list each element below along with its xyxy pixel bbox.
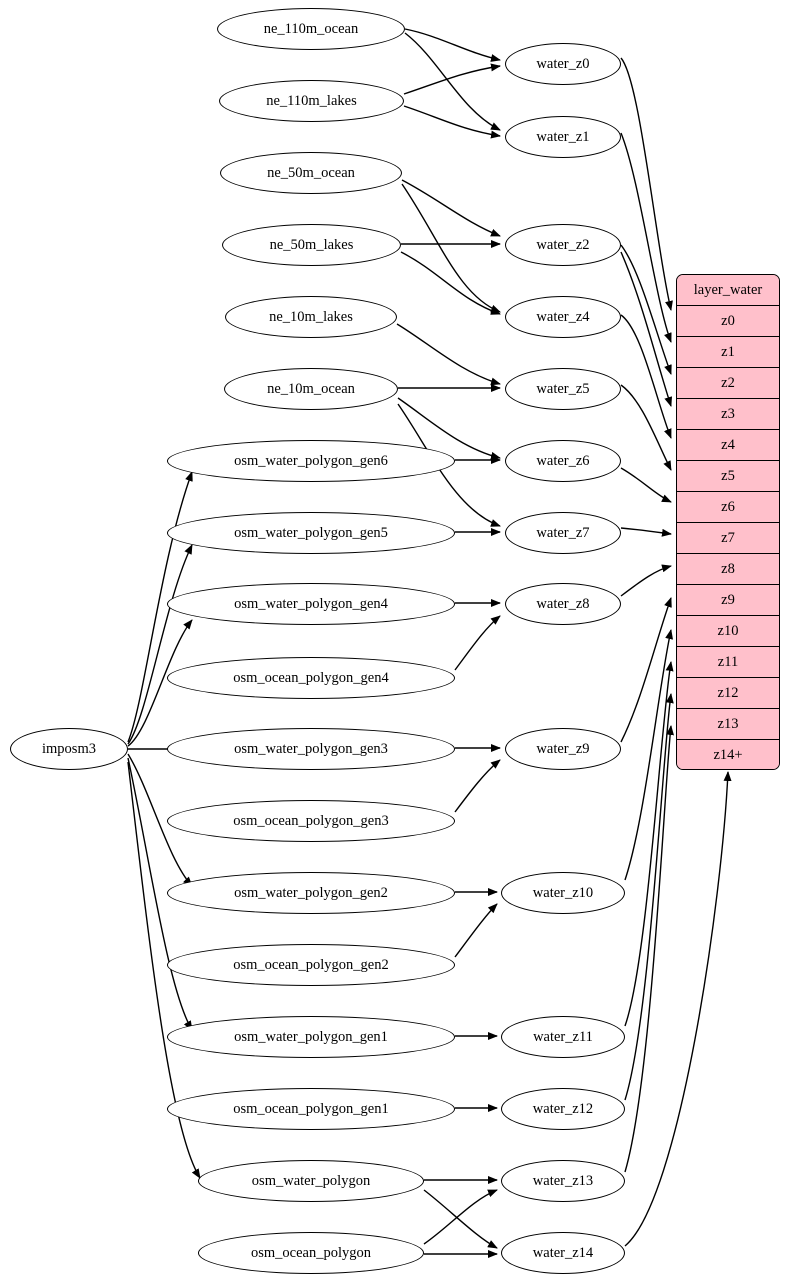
table-cell: z9 [721,591,735,608]
table-header-label: layer_water [693,281,763,298]
table-cell: z4 [721,436,735,453]
node-label: water_z11 [533,1028,593,1045]
node-label: water_z8 [536,595,590,612]
table-cell: z10 [717,622,739,639]
table-cell: z7 [721,529,735,546]
table-cell: z12 [717,684,739,701]
node-osm-water-polygon-gen3[interactable] [167,728,455,770]
table-cell: z1 [721,343,735,360]
node-label: osm_water_polygon_gen4 [234,595,388,612]
node-layer-water-table[interactable] [676,274,780,770]
node-label: osm_ocean_polygon_gen2 [233,956,389,973]
table-row[interactable] [677,306,779,337]
node-label: water_z10 [532,884,594,901]
table-row[interactable] [677,585,779,616]
node-label: osm_water_polygon_gen6 [234,452,388,469]
node-label: ne_10m_lakes [269,308,353,325]
node-water-z5[interactable] [505,368,621,410]
node-water-z11[interactable] [501,1016,625,1058]
table-row[interactable] [677,709,779,740]
node-label: water_z5 [536,380,590,397]
node-label: water_z6 [536,452,590,469]
node-osm-water-polygon-gen1[interactable] [167,1016,455,1058]
node-label: water_z1 [536,128,590,145]
table-cell: z11 [717,653,739,670]
node-water-z7[interactable] [505,512,621,554]
table-cell: z3 [721,405,735,422]
node-label: osm_ocean_polygon_gen1 [233,1100,389,1117]
node-water-z4[interactable] [505,296,621,338]
node-ne-50m-ocean[interactable] [220,152,402,194]
node-label: osm_water_polygon_gen2 [234,884,388,901]
node-label: imposm3 [42,740,96,757]
node-label: ne_50m_ocean [267,164,355,181]
node-water-z9[interactable] [505,728,621,770]
table-row[interactable] [677,647,779,678]
node-label: ne_110m_lakes [266,92,357,109]
table-row[interactable] [677,616,779,647]
node-label: water_z9 [536,740,590,757]
node-osm-water-polygon[interactable] [198,1160,424,1202]
node-ne-110m-lakes[interactable] [219,80,404,122]
table-cell: z5 [721,467,735,484]
node-water-z13[interactable] [501,1160,625,1202]
node-label: osm_ocean_polygon [250,1244,371,1261]
table-row[interactable] [677,523,779,554]
node-label: water_z4 [536,308,590,325]
table-cell: z13 [717,715,739,732]
table-row[interactable] [677,337,779,368]
table-cell: z6 [721,498,735,515]
node-osm-ocean-polygon-gen2[interactable] [167,944,455,986]
node-water-z14[interactable] [501,1232,625,1274]
table-cell: z2 [721,374,735,391]
table-cell: z14+ [713,747,743,763]
table-cell: z0 [721,312,735,329]
node-label: osm_water_polygon_gen3 [234,740,388,757]
node-osm-water-polygon-gen4[interactable] [167,583,455,625]
node-water-z2[interactable] [505,224,621,266]
node-water-z8[interactable] [505,583,621,625]
table-row[interactable] [677,492,779,523]
node-label: water_z0 [536,55,590,72]
node-osm-water-polygon-gen2[interactable] [167,872,455,914]
node-osm-ocean-polygon-gen3[interactable] [167,800,455,842]
node-label: ne_10m_ocean [267,380,355,397]
node-label: osm_ocean_polygon_gen3 [233,812,389,829]
table-row[interactable] [677,740,779,770]
node-imposm3[interactable] [10,728,128,770]
table-row[interactable] [677,461,779,492]
node-water-z0[interactable] [505,43,621,85]
node-label: osm_ocean_polygon_gen4 [233,669,389,686]
node-ne-50m-lakes[interactable] [222,224,401,266]
node-ne-110m-ocean[interactable] [217,8,405,50]
table-header [677,275,779,306]
table-row[interactable] [677,678,779,709]
node-osm-water-polygon-gen6[interactable] [167,440,455,482]
node-label: osm_water_polygon [251,1172,371,1189]
node-label: water_z12 [532,1100,594,1117]
node-water-z1[interactable] [505,116,621,158]
node-label: ne_110m_ocean [263,20,359,37]
node-label: osm_water_polygon_gen5 [234,524,388,541]
node-label: water_z13 [532,1172,594,1189]
table-row[interactable] [677,399,779,430]
node-water-z6[interactable] [505,440,621,482]
node-label: ne_50m_lakes [269,236,354,253]
node-label: water_z2 [536,236,590,253]
table-row[interactable] [677,368,779,399]
node-osm-ocean-polygon[interactable] [198,1232,424,1274]
node-label: osm_water_polygon_gen1 [234,1028,388,1045]
node-water-z10[interactable] [501,872,625,914]
table-cell: z8 [721,560,735,577]
node-osm-water-polygon-gen5[interactable] [167,512,455,554]
node-ne-10m-lakes[interactable] [225,296,397,338]
node-ne-10m-ocean[interactable] [224,368,398,410]
node-label: water_z14 [532,1244,594,1261]
node-osm-ocean-polygon-gen1[interactable] [167,1088,455,1130]
node-water-z12[interactable] [501,1088,625,1130]
table-row[interactable] [677,554,779,585]
node-label: water_z7 [536,524,590,541]
table-row[interactable] [677,430,779,461]
node-osm-ocean-polygon-gen4[interactable] [167,657,455,699]
